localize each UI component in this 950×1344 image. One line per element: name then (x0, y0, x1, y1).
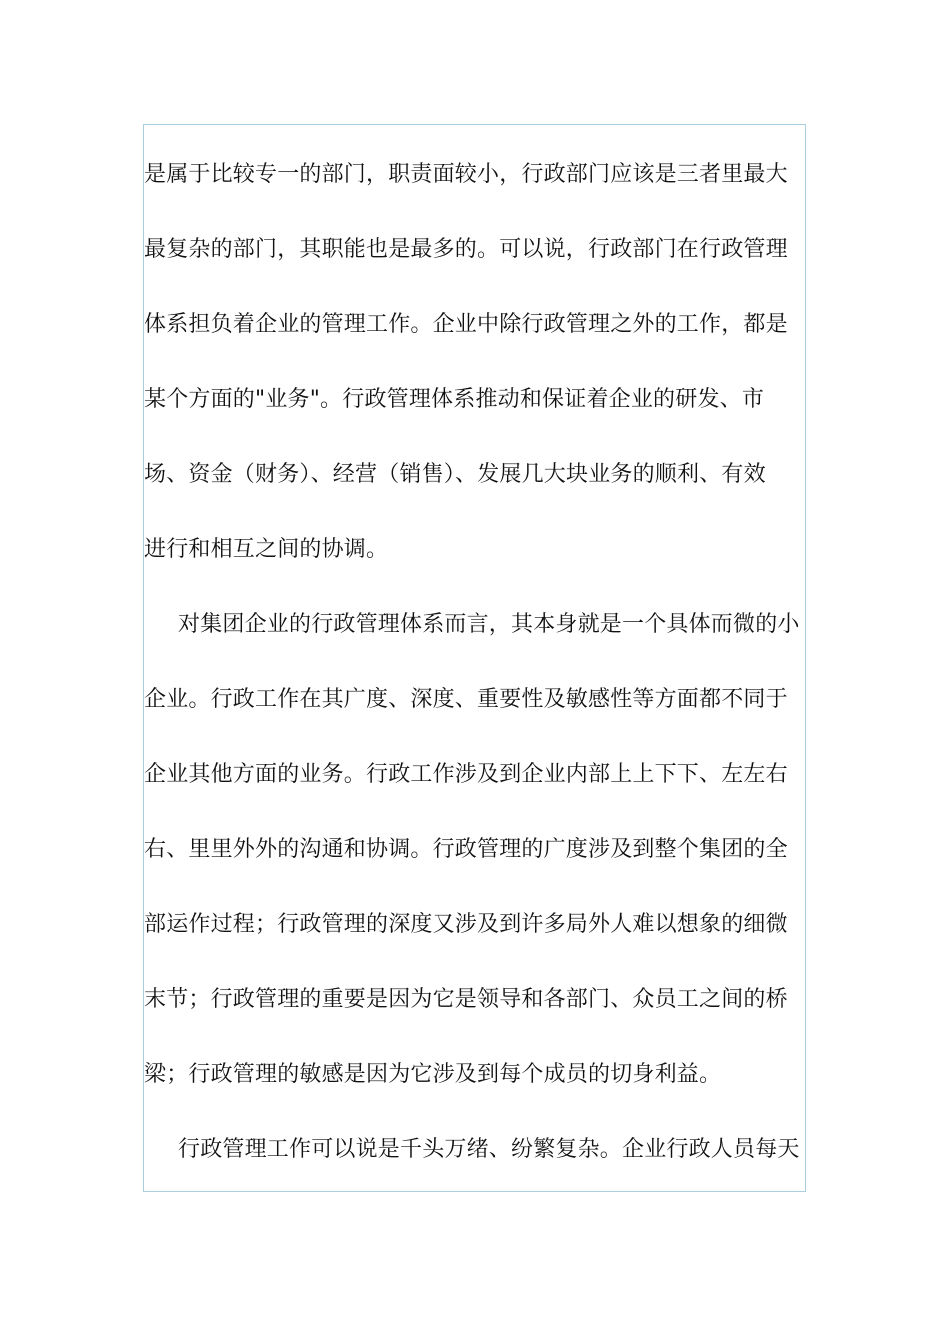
text-line: 企业。行政工作在其广度、深度、重要性及敏感性等方面都不同于 (144, 687, 788, 712)
text-line: 企业其他方面的业务。行政工作涉及到企业内部上上下下、左左右 (144, 762, 788, 787)
paragraph-first-line: 行政管理工作可以说是千头万绪、纷繁复杂。企业行政人员每天 (178, 1137, 800, 1162)
paragraph-first-line: 对集团企业的行政管理体系而言，其本身就是一个具体而微的小 (178, 612, 800, 637)
text-line: 是属于比较专一的部门，职责面较小，行政部门应该是三者里最大 (144, 162, 788, 187)
text-line: 右、里里外外的沟通和协调。行政管理的广度涉及到整个集团的全 (144, 837, 788, 862)
text-line: 体系担负着企业的管理工作。企业中除行政管理之外的工作，都是 (144, 312, 788, 337)
text-frame (143, 124, 806, 1192)
text-line: 部运作过程；行政管理的深度又涉及到许多局外人难以想象的细微 (144, 912, 788, 937)
text-line: 进行和相互之间的协调。 (144, 537, 389, 562)
body-text (144, 145, 806, 1192)
text-line: 末节；行政管理的重要是因为它是领导和各部门、众员工之间的桥 (144, 987, 788, 1012)
text-line: 某个方面的"业务"。行政管理体系推动和保证着企业的研发、市 (144, 387, 765, 412)
text-line: 最复杂的部门，其职能也是最多的。可以说，行政部门在行政管理 (144, 237, 788, 262)
text-line: 梁；行政管理的敏感是因为它涉及到每个成员的切身利益。 (144, 1062, 722, 1087)
text-line: 场、资金（财务）、经营（销售）、发展几大块业务的顺利、有效 (144, 462, 766, 487)
